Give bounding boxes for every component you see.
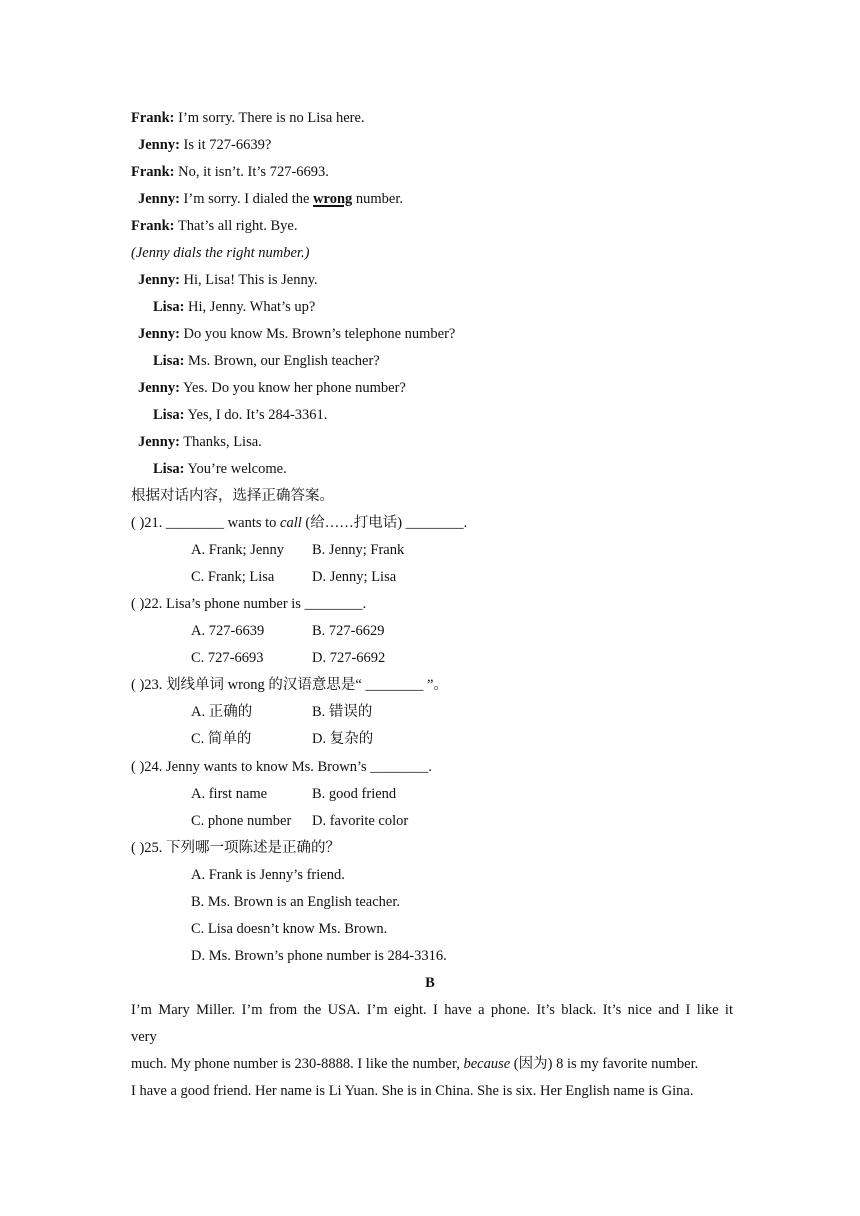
speaker-jenny: Jenny:	[138, 137, 180, 153]
q25-option-c: C. Lisa doesn’t know Ms. Brown.	[191, 921, 388, 937]
q23-option-d: D. 复杂的	[312, 731, 374, 747]
q25-option-b: B. Ms. Brown is an English teacher.	[191, 894, 401, 910]
dialogue-text: Thanks, Lisa.	[179, 434, 262, 450]
q25-option-a: A. Frank is Jenny’s friend.	[191, 867, 345, 883]
dialogue-line-10	[153, 350, 380, 372]
dialogue-line-3	[131, 161, 329, 183]
question-22: ( )22. Lisa’s phone number is ________.	[131, 596, 367, 612]
dialogue-text: Do you know Ms. Brown’s telephone number?	[179, 326, 456, 342]
dialogue-text: You’re welcome.	[184, 461, 287, 477]
dialogue-line-13	[138, 431, 262, 453]
question-text: ( )21. ________ wants to	[131, 515, 281, 531]
italic-word-call: call	[280, 515, 302, 531]
dialogue-line-12	[153, 404, 327, 426]
dialogue-line-11	[138, 377, 406, 399]
q22-option-d: D. 727-6692	[312, 650, 386, 666]
dialogue-text: I’m sorry. There is no Lisa here.	[174, 110, 365, 126]
q24-option-c: C. phone number	[191, 813, 292, 829]
speaker-lisa: Lisa:	[153, 299, 185, 315]
speaker-frank: Frank:	[131, 218, 175, 234]
dialogue-text: number.	[352, 191, 404, 207]
q25-option-d: D. Ms. Brown’s phone number is 284-3316.	[191, 948, 447, 964]
instruction: 根据对话内容，选择正确答案。	[131, 488, 334, 504]
dialogue-line-8	[153, 296, 315, 318]
speaker-jenny: Jenny:	[138, 434, 180, 450]
underlined-word-wrong: wrong	[313, 191, 353, 207]
question-24: ( )24. Jenny wants to know Ms. Brown’s ________.	[131, 759, 432, 775]
q24-option-a: A. first name	[191, 786, 268, 802]
speaker-frank: Frank:	[131, 110, 175, 126]
q21-option-d: D. Jenny; Lisa	[312, 569, 397, 585]
q23-option-b: B. 错误的	[312, 704, 373, 720]
speaker-jenny: Jenny:	[138, 326, 180, 342]
dialogue-line-7	[138, 269, 318, 291]
q22-option-c: C. 727-6693	[191, 650, 264, 666]
dialogue-text: Ms. Brown, our English teacher?	[184, 353, 380, 369]
dialogue-text: Yes. Do you know her phone number?	[179, 380, 406, 396]
q21-option-b: B. Jenny; Frank	[312, 542, 405, 558]
q23-option-c: C. 简单的	[191, 731, 252, 747]
italic-word-because: because	[463, 1056, 511, 1072]
dialogue-line-14	[153, 458, 287, 480]
dialogue-line-1	[131, 107, 365, 129]
dialogue-text: Hi, Lisa! This is Jenny.	[179, 272, 318, 288]
dialogue-line-9	[138, 323, 455, 345]
speaker-frank: Frank:	[131, 164, 175, 180]
speaker-jenny: Jenny:	[138, 191, 180, 207]
stage-direction: (Jenny dials the right number.)	[131, 245, 310, 261]
speaker-lisa: Lisa:	[153, 407, 185, 423]
dialogue-text: I’m sorry. I dialed the	[179, 191, 314, 207]
dialogue-text: Is it 727-6639?	[179, 137, 272, 153]
section-heading-b: B	[425, 975, 435, 991]
q24-option-d: D. favorite color	[312, 813, 409, 829]
dialogue-line-5	[131, 215, 297, 237]
q22-option-a: A. 727-6639	[191, 623, 265, 639]
q21-option-c: C. Frank; Lisa	[191, 569, 275, 585]
dialogue-text: That’s all right. Bye.	[174, 218, 298, 234]
dialogue-text: No, it isn’t. It’s 727-6693.	[174, 164, 329, 180]
dialogue-line-4	[138, 188, 403, 210]
speaker-jenny: Jenny:	[138, 272, 180, 288]
question-21	[131, 512, 467, 534]
q22-option-b: B. 727-6629	[312, 623, 385, 639]
q23-option-a: A. 正确的	[191, 704, 253, 720]
speaker-lisa: Lisa:	[153, 353, 185, 369]
dialogue-line-2	[138, 134, 271, 156]
q24-option-b: B. good friend	[312, 786, 397, 802]
passage-text: much. My phone number is 230-8888. I like the number,	[131, 1056, 464, 1072]
question-23: ( )23. 划线单词 wrong 的汉语意思是“ ________ ”。	[131, 677, 448, 693]
passage-line-3	[131, 1053, 733, 1075]
passage-line-1: I’m Mary Miller. I’m from the USA. I’m eight. I have a phone. It’s black. It’s nice and I like it	[131, 1002, 733, 1018]
speaker-jenny: Jenny:	[138, 380, 180, 396]
question-25: ( )25. 下列哪一项陈述是正确的？	[131, 840, 341, 856]
speaker-lisa: Lisa:	[153, 461, 185, 477]
passage-line-4: I have a good friend. Her name is Li Yuan. She is in China. She is six. Her English name is Gina.	[131, 1083, 694, 1099]
dialogue-text: Hi, Jenny. What’s up?	[184, 299, 316, 315]
q21-option-a: A. Frank; Jenny	[191, 542, 285, 558]
dialogue-text: Yes, I do. It’s 284-3361.	[184, 407, 328, 423]
passage-text: (因为) 8 is my favorite number.	[510, 1056, 699, 1072]
question-text: (给……打电话) ________.	[301, 515, 468, 531]
passage-line-2: very	[131, 1029, 157, 1045]
